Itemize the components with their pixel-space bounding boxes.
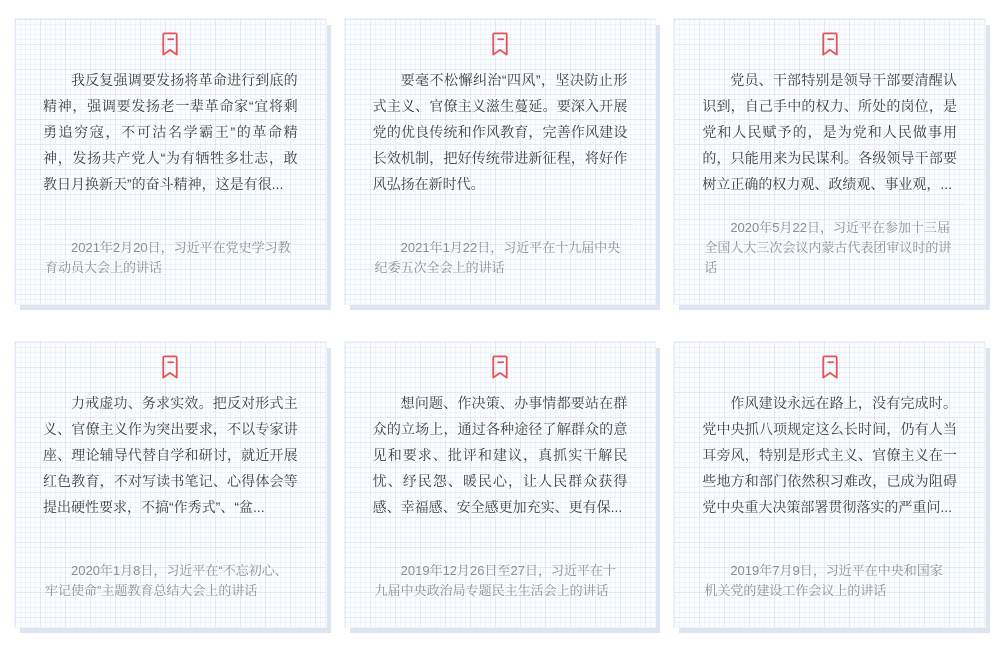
divider: [704, 547, 963, 548]
quote-source: 2019年7月9日，习近平在中央和国家机关党的建设工作会议上的讲话: [704, 563, 943, 598]
quote-text: 作风建设永远在路上，没有完成时。党中央抓八项规定这么长时间，仍有人当耳旁风，特别是形式主义、官僚主义在一些地方和部门依然积习难改，已成为阻碍党中央重大决策部署贯彻落实的严重问...: [702, 395, 957, 515]
bookmark-icon: [160, 354, 180, 380]
divider: [375, 224, 634, 225]
quote-source: 2020年5月22日，习近平在参加十三届全国人大三次会议内蒙古代表团审议时的讲话: [704, 220, 952, 275]
divider: [45, 224, 304, 225]
quote-card[interactable]: [673, 18, 986, 305]
quote-text: 想问题、作决策、办事情都要站在群众的立场上，通过各种途径了解群众的意见和要求、批评和建议，真抓实干解民忧、纾民怨、暖民心，让人民群众获得感、幸福感、安全感更加充实、更有保...: [372, 395, 628, 515]
quote-text: 力戒虚功、务求实效。把反对形式主义、官僚主义作为突出要求，不以专家讲座、理论辅导代替自学和研讨，就近开展红色教育，不对写读书笔记、心得体会等提出硬性要求，不搞“作秀式”、“盆...: [43, 395, 298, 515]
quote-card[interactable]: [344, 341, 657, 628]
divider: [704, 204, 963, 205]
bookmark-icon: [820, 31, 840, 57]
quote-source: 2019年12月26日至27日，习近平在十九届中央政治局专题民主生活会上的讲话: [374, 563, 616, 598]
quote-source: 2021年1月22日，习近平在十九届中央纪委五次全会上的讲话: [374, 240, 621, 275]
quote-text: 我反复强调要发扬将革命进行到底的精神，强调要发扬老一辈革命家“宜将剩勇追穷寇，不可沽名学霸王”的革命精神，发扬共产党人“为有牺牲多壮志，敢教日月换新天”的奋斗精神，这是有很...: [43, 72, 298, 192]
divider: [375, 547, 634, 548]
bookmark-icon: [490, 354, 510, 380]
divider: [45, 547, 304, 548]
quote-source: 2020年1月8日，习近平在“不忘初心、牢记使命”主题教育总结大会上的讲话: [45, 563, 288, 598]
bookmark-icon: [820, 354, 840, 380]
quote-source: 2021年2月20日，习近平在党史学习教育动员大会上的讲话: [45, 240, 291, 275]
quote-text: 党员、干部特别是领导干部要清醒认识到，自己手中的权力、所处的岗位，是党和人民赋予的，是为党和人民做事用的，只能用来为民谋利。各级领导干部要树立正确的权力观、政绩观、事业观，...: [702, 72, 957, 192]
quote-card[interactable]: [344, 18, 657, 305]
quote-card[interactable]: [14, 341, 327, 628]
quote-text: 要毫不松懈纠治“四风”，坚决防止形式主义、官僚主义滋生蔓延。要深入开展党的优良传统和作风教育，完善作风建设长效机制，把好传统带进新征程，将好作风弘扬在新时代。: [372, 72, 628, 192]
quote-card[interactable]: [673, 341, 986, 628]
bookmark-icon: [160, 31, 180, 57]
bookmark-icon: [490, 31, 510, 57]
quote-card[interactable]: [14, 18, 327, 305]
